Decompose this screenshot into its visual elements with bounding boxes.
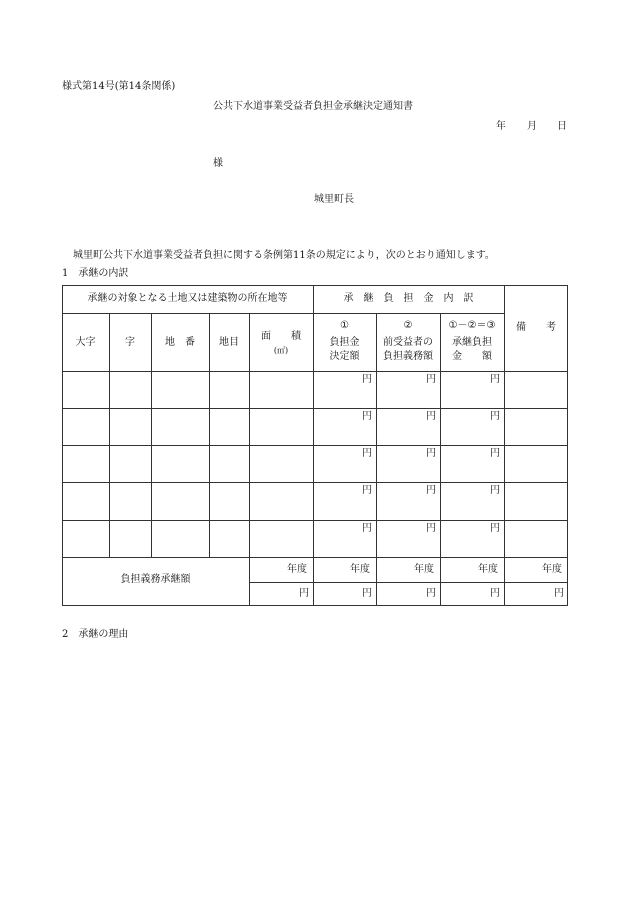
- section-2-heading: 2 承継の理由: [62, 629, 129, 640]
- yen-unit: 円: [362, 588, 372, 599]
- yen-unit: 円: [426, 411, 436, 422]
- header-chiban: 地 番: [165, 337, 195, 348]
- yen-unit: 円: [490, 411, 500, 422]
- header-aza: 字: [125, 337, 135, 348]
- date-month: 月: [527, 121, 537, 132]
- header-area-unit: (㎡): [273, 346, 289, 355]
- yen-unit: 円: [490, 523, 500, 534]
- yen-unit: 円: [426, 523, 436, 534]
- form-number: 様式第14号(第14条関係): [62, 81, 176, 92]
- section-1-heading: 1 承継の内訳: [62, 268, 129, 279]
- fiscal-year-label: 年度: [287, 564, 307, 575]
- fiscal-year-label: 年度: [542, 564, 562, 575]
- yen-unit: 円: [490, 448, 500, 459]
- yen-unit: 円: [426, 485, 436, 496]
- yen-unit: 円: [490, 485, 500, 496]
- header-c1-line1: 負担金: [329, 337, 360, 348]
- yen-unit: 円: [426, 588, 436, 599]
- fiscal-year-label: 年度: [414, 564, 434, 575]
- header-chimoku: 地目: [219, 337, 239, 348]
- summary-label: 負担義務承継額: [120, 574, 191, 585]
- header-c3-line1: 承継負担: [452, 337, 492, 348]
- body-text: 城里町公共下水道事業受益者負担に関する条例第11条の規定により，次のとおり通知します。: [73, 250, 495, 261]
- date-year: 年: [496, 121, 506, 132]
- header-remarks: 備 考: [516, 322, 556, 333]
- yen-unit: 円: [490, 374, 500, 385]
- issuer-name: 城里町長: [314, 194, 354, 205]
- header-c3-line2: 金 額: [452, 351, 492, 362]
- page-title: 公共下水道事業受益者負担金承継決定通知書: [213, 101, 413, 112]
- header-location: 承継の対象となる土地又は建築物の所在地等: [87, 293, 288, 304]
- yen-unit: 円: [362, 485, 372, 496]
- header-c2-mark: ②: [403, 320, 413, 331]
- header-oaza: 大字: [75, 337, 96, 348]
- yen-unit: 円: [362, 523, 372, 534]
- date-day: 日: [557, 121, 567, 132]
- header-c1-line2: 決定額: [329, 351, 360, 362]
- header-c2-line2: 負担義務額: [383, 351, 433, 362]
- yen-unit: 円: [362, 374, 372, 385]
- yen-unit: 円: [362, 411, 372, 422]
- header-breakdown: 承 継 負 担 金 内 訳: [343, 293, 474, 304]
- yen-unit: 円: [490, 588, 500, 599]
- fiscal-year-label: 年度: [350, 564, 370, 575]
- fiscal-year-label: 年度: [478, 564, 498, 575]
- breakdown-table: [62, 285, 568, 606]
- header-c2-line1: 前受益者の: [383, 337, 433, 348]
- header-area: 面 積: [261, 331, 301, 342]
- header-c3-mark: ①－②＝③: [448, 320, 496, 331]
- yen-unit: 円: [426, 374, 436, 385]
- header-c1-mark: ①: [340, 320, 349, 331]
- yen-unit: 円: [554, 588, 564, 599]
- addressee-suffix: 様: [213, 158, 223, 169]
- yen-unit: 円: [299, 588, 309, 599]
- table-grid-lines: [62, 285, 568, 606]
- yen-unit: 円: [426, 448, 436, 459]
- yen-unit: 円: [362, 448, 372, 459]
